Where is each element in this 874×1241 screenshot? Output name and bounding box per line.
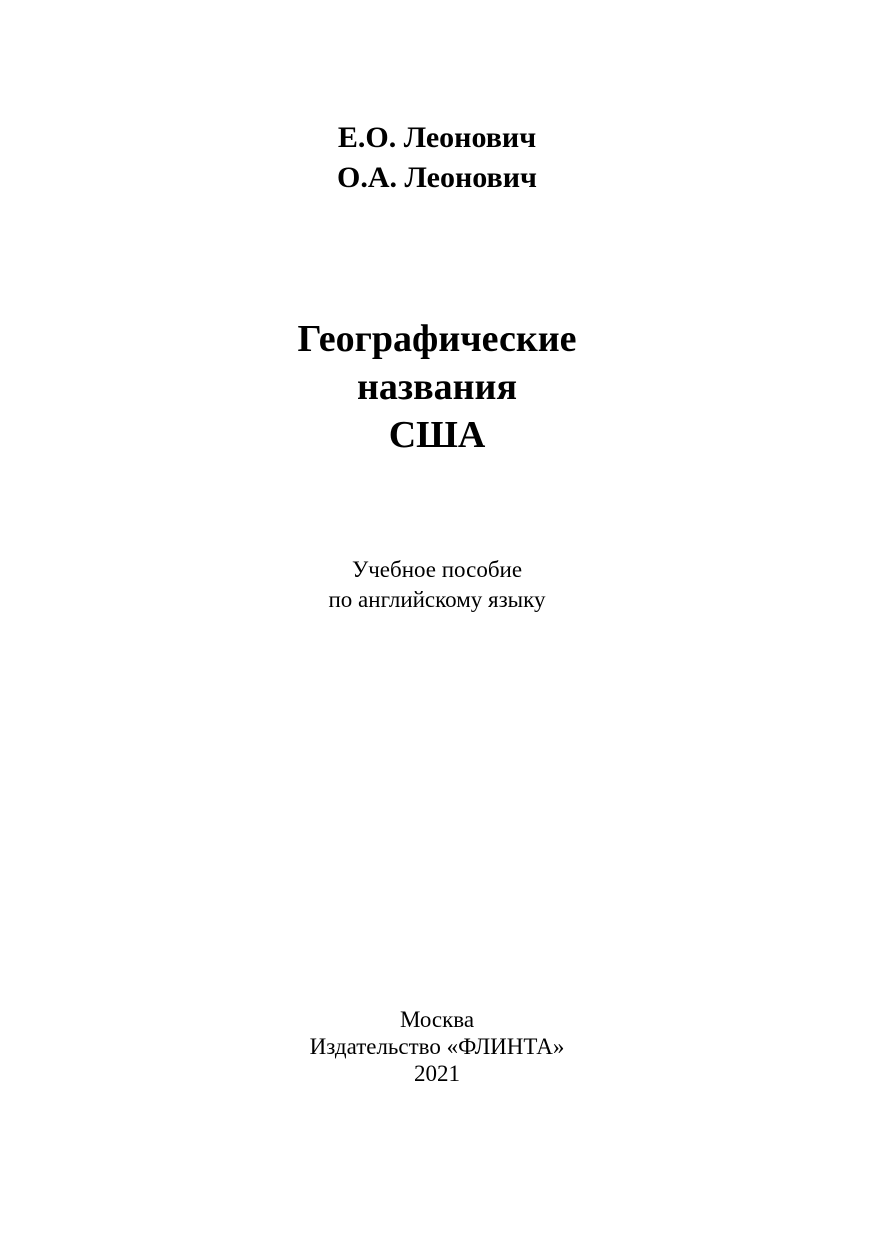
book-title-line: Географические <box>297 318 577 360</box>
book-subtitle-line: по английскому языку <box>328 587 546 612</box>
book-subtitle <box>0 555 874 615</box>
imprint-year: 2021 <box>414 1061 460 1086</box>
authors <box>0 118 874 198</box>
book-subtitle-line: Учебное пособие <box>351 557 523 582</box>
imprint-publisher: Издательство «ФЛИНТА» <box>309 1034 565 1059</box>
book-title <box>0 315 874 459</box>
author-name: О.А. Леонович <box>337 161 537 194</box>
book-title-line: названия <box>356 366 518 408</box>
author-name: Е.О. Леонович <box>337 121 537 154</box>
imprint-city: Москва <box>399 1007 475 1032</box>
imprint <box>0 1006 874 1087</box>
book-title-line: США <box>388 414 486 456</box>
